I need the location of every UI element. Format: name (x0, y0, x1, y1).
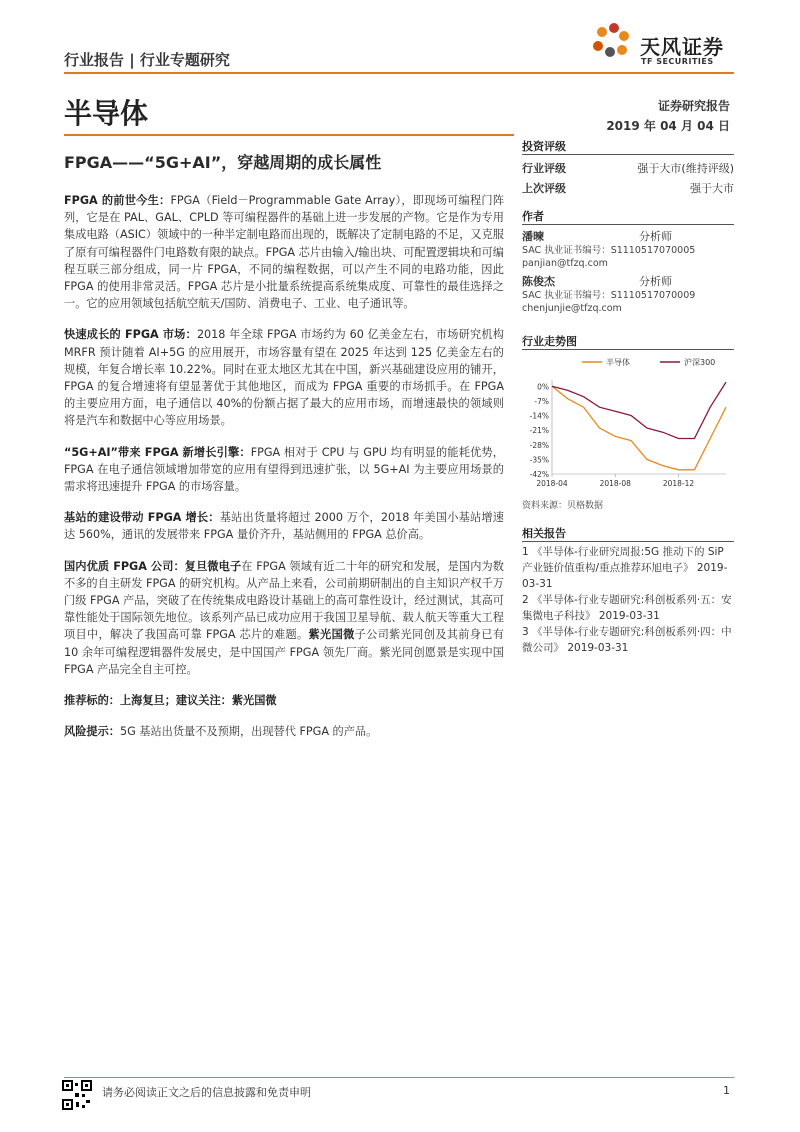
page-number: 1 (723, 1084, 730, 1097)
legend-label: 沪深300 (684, 358, 716, 367)
related-heading: 相关报告 (522, 527, 566, 540)
paragraph: 风险提示：5G 基站出货量不及预期，出现替代 FPGA 的产品。 (64, 725, 378, 739)
trend-chart (522, 352, 734, 492)
y-tick-label: -28% (529, 440, 549, 450)
paragraph: FPGA 的前世今生：FPGA（Field－Programmable Gate Array），即现场可编程门阵列，它是在 PAL、GAL、CPLD 等可编程器件的基础上进一步发展的产物。它是作为专用集成电路（ASIC）领域中的一种半定制电路而出现的，既解决了定制电路的不足，又克服了原有可编程器件门电路数有限的缺点。FPGA 芯片由输入/输出块、可配置逻辑块和可编程互联三部分组成，同一片 FPGA，不同的编程数据，可以产生不同的电路功能，因此 FPGA 的使用非常灵活。FPGA 芯片是小批量系统提高系统集成度、可靠性的最佳选择之一。它的应用领域包括航空航天/国防、消费电子、工业、电子通讯等。 (64, 194, 505, 311)
logo-petal (597, 27, 607, 37)
document-type: 证券研究报告 (657, 99, 730, 113)
author-card (522, 273, 734, 315)
y-tick-label: -42% (529, 470, 549, 479)
y-tick-label: -14% (529, 411, 549, 421)
header-rule (64, 72, 734, 74)
main-body (64, 192, 504, 754)
author-role: 分析师 (639, 275, 672, 288)
series-line (552, 382, 726, 438)
report-title: FPGA——“5G+AI”，穿越周期的成长属性 (64, 153, 382, 172)
sidebar-rule (522, 349, 734, 350)
paragraph: 基站的建设带动 FPGA 增长：基站出货量将超过 2000 万个，2018 年美国小基站增速达 560%，通讯的发展带来 FPGA 量价齐升，基站侧用的 FPGA 总价高。 (64, 511, 504, 542)
logo-text-en: TF SECURITIES (641, 57, 714, 66)
sidebar-rule (522, 541, 734, 542)
industry-rating-row (522, 160, 734, 176)
sidebar-rule (522, 224, 734, 225)
x-tick-label: 2018-04 (536, 479, 568, 488)
author-role: 分析师 (639, 230, 672, 243)
author-name: 潘暕 (522, 230, 544, 243)
authors-section (522, 208, 734, 224)
legend-label: 半导体 (606, 358, 630, 367)
y-tick-label: -35% (529, 455, 549, 465)
previous-rating-row (522, 180, 734, 196)
logo-petal (617, 45, 627, 55)
previous-rating-value: 强于大市 (690, 182, 734, 195)
y-tick-label: -7% (534, 396, 549, 406)
trend-heading: 行业走势图 (522, 335, 577, 348)
sidebar-rule (522, 154, 734, 155)
x-tick-label: 2018-08 (599, 479, 631, 488)
rating-rows (522, 156, 734, 196)
authors-heading: 作者 (522, 210, 544, 223)
rating-heading: 投资评级 (522, 140, 566, 153)
x-tick-label: 2018-12 (662, 479, 695, 488)
author-cert: SAC 执业证书编号：S1110517070005 (522, 245, 696, 256)
sector-rule (64, 134, 514, 136)
y-tick-label: -21% (529, 426, 549, 436)
previous-rating-label: 上次评级 (522, 182, 566, 195)
logo-petal (619, 31, 629, 41)
rating-section (522, 138, 734, 154)
logo-text-cn: 天风证券 (640, 35, 724, 59)
footer-rule (64, 1077, 734, 1078)
qr-code-icon (62, 1080, 92, 1110)
author-email[interactable]: panjian@tfzq.com (522, 258, 608, 269)
related-report-item[interactable]: 1 《半导体-行业研究周报:5G 推动下的 SiP 产业链价值重构/重点推荐环旭电子》 2019-03-31 (522, 546, 728, 590)
author-card (522, 228, 734, 270)
sector-title: 半导体 (64, 97, 149, 130)
y-tick-label: 0% (537, 382, 549, 392)
author-cert: SAC 执业证书编号：S1110517070009 (522, 290, 696, 301)
related-report-item[interactable]: 2 《半导体-行业专题研究:科创板系列·五：安集微电子科技》 2019-03-31 (522, 594, 732, 622)
paragraph: 推荐标的：上海复旦；建议关注：紫光国微 (64, 694, 277, 708)
industry-rating-value: 强于大市(维持评级) (637, 162, 734, 175)
report-category: 行业报告 | 行业专题研究 (64, 51, 230, 69)
author-email[interactable]: chenjunjie@tfzq.com (522, 303, 622, 314)
author-name: 陈俊杰 (522, 275, 555, 288)
document-date: 2019 年 04 月 04 日 (606, 119, 730, 133)
related-report-item[interactable]: 3 《半导体-行业专题研究:科创板系列·四：中微公司》 2019-03-31 (522, 626, 732, 654)
paragraph: 国内优质 FPGA 公司：复旦微电子在 FPGA 领域有近二十年的研究和发展，是国内为数不多的自主研发 FPGA 的研究机构。从产品上来看，公司前期研制出的自主知识产权千万门级 FPGA 产品，突破了在传统集成电路设计基础上的高可靠性设计，经过测试，其高可靠性能处于国际领先地位。该系列产品已成功应用于我国卫星导航、载人航天等重大工程项目中，解决了我国高可靠 FPGA 芯片的难题。紫光国微子公司紫光同创及其前身已有 10 余年可编程逻辑器件发展史，是中国国产 FPGA 领先厂商。紫光同创愿景是实现中国 FPGA 产品完全自主可控。 (64, 559, 504, 676)
related-list (522, 544, 734, 656)
related-section (522, 525, 734, 541)
chart-source: 资料来源：贝格数据 (522, 501, 604, 511)
paragraph: “5G+AI”带来 FPGA 新增长引擎：FPGA 相对于 CPU 与 GPU 均有明显的能耗优势，FPGA 在电子通信领域增加带宽的应用有望得到迅速扩张，以 5G+AI 为主要应用场景的需求将迅速提升 FPGA 的市场容量。 (64, 445, 504, 494)
logo-petal (593, 41, 603, 51)
logo-petal (605, 47, 615, 57)
logo-petal (609, 23, 619, 33)
paragraph: 快速成长的 FPGA 市场：2018 年全球 FPGA 市场约为 60 亿美金左右，市场研究机构 MRFR 预计随着 AI+5G 的应用展开，市场容量有望在 2025 年达到 125 亿美金左右的规模，年复合增长率 10.22%。同时在亚太地区尤其在中国，新兴基础建设应用的铺开，FPGA 的复合增速将有望显著优于其他地区，而成为 FPGA 重要的市场抓手。在 FPGA 的主要应用方面，电子通信以 40%的份额占据了最大的应用市场，而增速最快的领域则将是汽车和数据中心等应用场景。 (64, 328, 504, 428)
trend-section (522, 333, 734, 349)
footer-disclaimer[interactable]: 请务必阅读正文之后的信息披露和免责申明 (102, 1086, 311, 1099)
industry-rating-label: 行业评级 (522, 162, 566, 175)
